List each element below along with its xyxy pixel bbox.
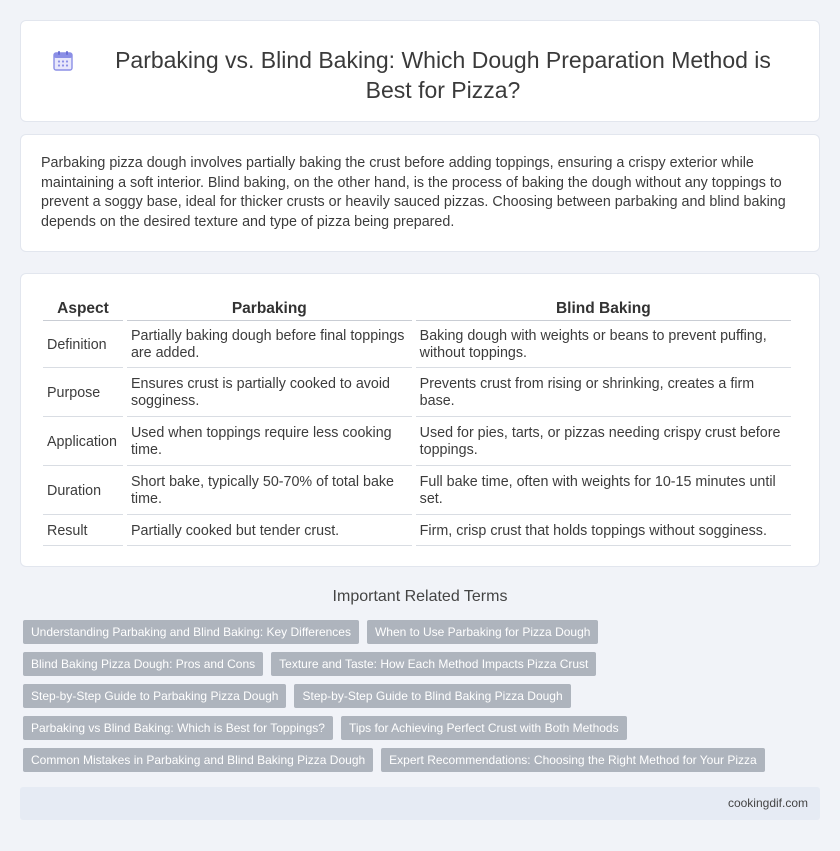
row-parbaking: Short bake, typically 50-70% of total bake time. [127, 468, 412, 515]
footer [20, 787, 820, 820]
row-aspect: Duration [43, 468, 123, 515]
row-blind-baking: Firm, crisp crust that holds toppings without sogginess. [416, 517, 791, 546]
related-term-link[interactable]: Parbaking vs Blind Baking: Which is Best for Toppings? [23, 716, 333, 740]
related-term-link[interactable]: Understanding Parbaking and Blind Baking: Key Differences [23, 620, 359, 644]
related-terms-list [23, 620, 803, 780]
row-blind-baking: Baking dough with weights or beans to prevent puffing, without toppings. [416, 323, 791, 368]
table-row [43, 468, 791, 515]
related-term-link[interactable]: Step-by-Step Guide to Blind Baking Pizza Dough [294, 684, 570, 708]
calendar-icon [52, 50, 74, 72]
related-term-link[interactable]: Step-by-Step Guide to Parbaking Pizza Dough [23, 684, 286, 708]
row-aspect: Application [43, 419, 123, 466]
intro-card [20, 134, 820, 252]
header-parbaking: Parbaking [127, 299, 412, 321]
related-term-link[interactable]: Common Mistakes in Parbaking and Blind Baking Pizza Dough [23, 748, 373, 772]
related-term-link[interactable]: Blind Baking Pizza Dough: Pros and Cons [23, 652, 263, 676]
table-row [43, 517, 791, 546]
row-parbaking: Partially baking dough before final toppings are added. [127, 323, 412, 368]
row-aspect: Definition [43, 323, 123, 368]
row-blind-baking: Used for pies, tarts, or pizzas needing crispy crust before toppings. [416, 419, 791, 466]
related-term-link[interactable]: When to Use Parbaking for Pizza Dough [367, 620, 598, 644]
table-row [43, 323, 791, 368]
related-term-link[interactable]: Tips for Achieving Perfect Crust with Both Methods [341, 716, 627, 740]
row-parbaking: Ensures crust is partially cooked to avoid sogginess. [127, 370, 412, 417]
page-title: Parbaking vs. Blind Baking: Which Dough Preparation Method is Best for Pizza? [115, 47, 771, 103]
related-terms-title: Important Related Terms [332, 588, 508, 605]
table-header-row [43, 299, 791, 321]
comparison-card [20, 273, 820, 567]
row-parbaking: Used when toppings require less cooking time. [127, 419, 412, 466]
header-blind-baking: Blind Baking [416, 299, 791, 321]
table-row [43, 370, 791, 417]
table-row [43, 419, 791, 466]
row-blind-baking: Prevents crust from rising or shrinking, creates a firm base. [416, 370, 791, 417]
header-aspect: Aspect [43, 299, 123, 321]
intro-paragraph: Parbaking pizza dough involves partially baking the crust before adding toppings, ensuring a crispy exterior while maintaining a soft interior. Blind baking, on the other hand, is the process of baking the dough without any toppings to prevent a soggy base, ideal for thicker crusts or heavily sauced pizzas. Choosing between parbaking and blind baking depends on the desired texture and type of pizza being prepared. [41, 155, 786, 230]
row-blind-baking: Full bake time, often with weights for 10-15 minutes until set. [416, 468, 791, 515]
comparison-table [39, 297, 795, 548]
row-parbaking: Partially cooked but tender crust. [127, 517, 412, 546]
related-term-link[interactable]: Texture and Taste: How Each Method Impacts Pizza Crust [271, 652, 596, 676]
header-card [20, 20, 820, 122]
row-aspect: Purpose [43, 370, 123, 417]
related-term-link[interactable]: Expert Recommendations: Choosing the Right Method for Your Pizza [381, 748, 765, 772]
footer-site-link[interactable]: cookingdif.com [727, 796, 808, 810]
row-aspect: Result [43, 517, 123, 546]
